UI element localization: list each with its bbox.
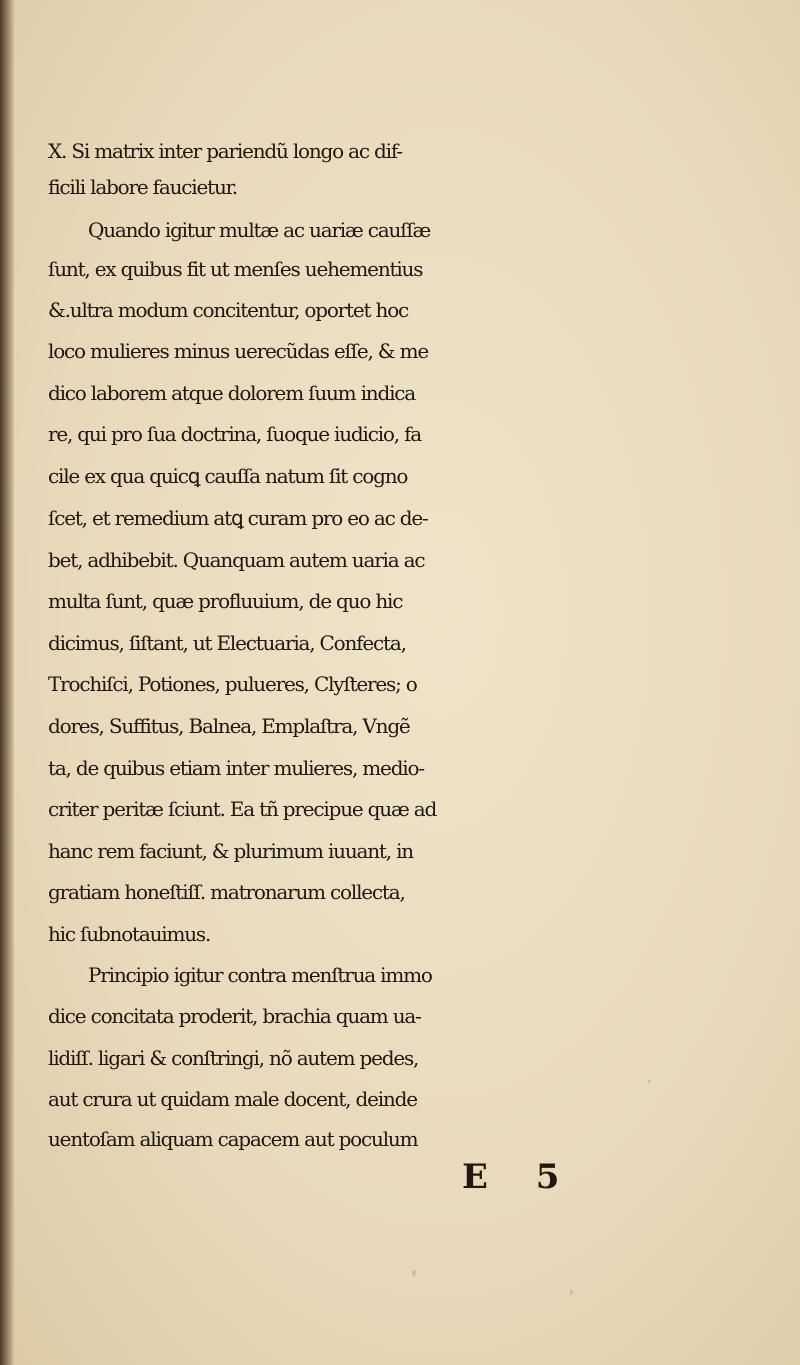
- paragraph-line: Quando igitur multæ ac uariæ cauſſæ: [88, 218, 431, 242]
- paragraph-line: loco mulieres minus uerecũdas eſſe, & me: [48, 339, 428, 363]
- paragraph-line: dicimus, ſiſtant, ut Electuaria, Confecta,: [48, 631, 406, 655]
- paragraph-line: dice concitata proderit, brachia quam ua-: [48, 1004, 421, 1028]
- paragraph-line: re, qui pro ſua doctrina, ſuoque iudicio, fa: [48, 422, 421, 446]
- paragraph-line: dores, Suffitus, Balnea, Emplaſtra, Vngẽ: [48, 714, 410, 738]
- paragraph-line: criter peritæ ſciunt. Ea tñ precipue quæ ad: [48, 797, 437, 821]
- paragraph-line: ſcet, et remedium atꝗ curam pro eo ac de-: [48, 506, 428, 530]
- page-footer: [0, 1157, 800, 1207]
- paragraph-line: Principio igitur contra menſtrua immo: [88, 963, 432, 987]
- heading-line: ficili labore faucietur.: [48, 175, 237, 199]
- paragraph-line: lidiſſ. ligari & conſtringi, nõ autem pedes,: [48, 1046, 419, 1070]
- paragraph-line: gratiam honeſtiſſ. matronarum collecta,: [48, 880, 405, 904]
- paragraph-line: bet, adhibebit. Quanquam autem uaria ac: [48, 548, 425, 572]
- paragraph-line: aut crura ut quidam male docent, deinde: [48, 1087, 417, 1111]
- paragraph-line: Trochiſci, Potiones, pulueres, Clyſteres; o: [48, 672, 417, 696]
- paragraph-line: multa ſunt, quæ profluuium, de quo hic: [48, 589, 403, 613]
- paragraph-line: ſunt, ex quibus fit ut menſes uehementius: [48, 257, 423, 281]
- paragraph-line: hanc rem faciunt, & plurimum iuuant, in: [48, 839, 413, 863]
- paragraph-line: uentoſam aliquam capacem aut poculum: [48, 1127, 418, 1151]
- paragraph-line: &.ultra modum concitentur, oportet hoc: [48, 298, 409, 322]
- paragraph-line: hic ſubnotauimus.: [48, 922, 211, 946]
- heading-line: X. Si matrix inter pariendũ longo ac dif-: [48, 139, 402, 163]
- signature-mark: E 5: [462, 1157, 578, 1197]
- paragraph-line: dico laborem atque dolorem ſuum indica: [48, 381, 416, 405]
- paragraph-line: cile ex qua quicꝗ cauſſa natum ſit cogno: [48, 464, 408, 488]
- paragraph-line: ta, de quibus etiam inter mulieres, medio-: [48, 756, 424, 780]
